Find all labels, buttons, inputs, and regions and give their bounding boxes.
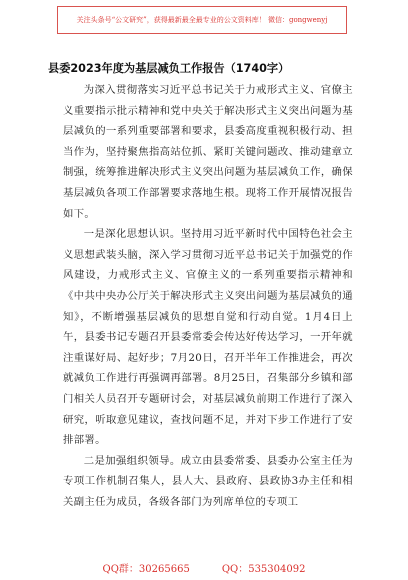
footer-qq-group: QQ群：30265665 <box>102 564 190 575</box>
document-body <box>63 80 353 512</box>
header-notice-banner <box>57 6 347 34</box>
footer-contact-bar <box>0 555 408 580</box>
paragraph-2: 二是加强组织领导。成立由县委常委、县委办公室主任为专项工作机制召集人，县人大、县政府、县政协3办主任和相关副主任为成员，各级各部门为列席单位的专项工 <box>63 454 353 508</box>
footer-qq-number: QQ：535304092 <box>221 564 306 575</box>
paragraph-intro: 为深入贯彻落实习近平总书记关于力戒形式主义、官僚主义重要指示批示精神和党中央关于解决形式主义突出问题为基层减负的一系列重要部署和要求，县委高度重视积极行动、担当作为，坚持聚焦指高站位抓、紧盯关键问题改、推动建章立制强，统筹推进解决形式主义突出问题为基层减负工作，确保基层减负各项工作部署要求落地生根。现将工作开展情况报告如下。 <box>63 84 353 220</box>
header-notice-text: 关注头条号“公文研究”，获得最新最全最专业的公文资料库！ 微信：gongwenyj <box>76 16 328 24</box>
paragraph-1: 一是深化思想认识。坚持用习近平新时代中国特色社会主义思想武装头脑，深入学习贯彻习近平总书记关于加强党的作风建设，力戒形式主义、官僚主义的一系列重要指示精神和《中共中央办公厅关于解决形式主义突出问题为基层减负的通知》，不断增强基层减负的思想自觉和行动自觉。1月4日上午，县委书记专题召开县委常委会传达好传达学习，一开年就注重谋好局、起好步；7月20日，召开半年工作推进会，再次就减负工作进行再强调再部署。8月25日，召集部分乡镇和部门相关人员召开专题研讨会，对基层减负前期工作进行了深入研究，听取意见建议，查找问题不足，并对下步工作进行了安排部署。 <box>63 228 353 447</box>
document-title: 县委2023年度为基层减负工作报告（1740字） <box>48 62 290 75</box>
